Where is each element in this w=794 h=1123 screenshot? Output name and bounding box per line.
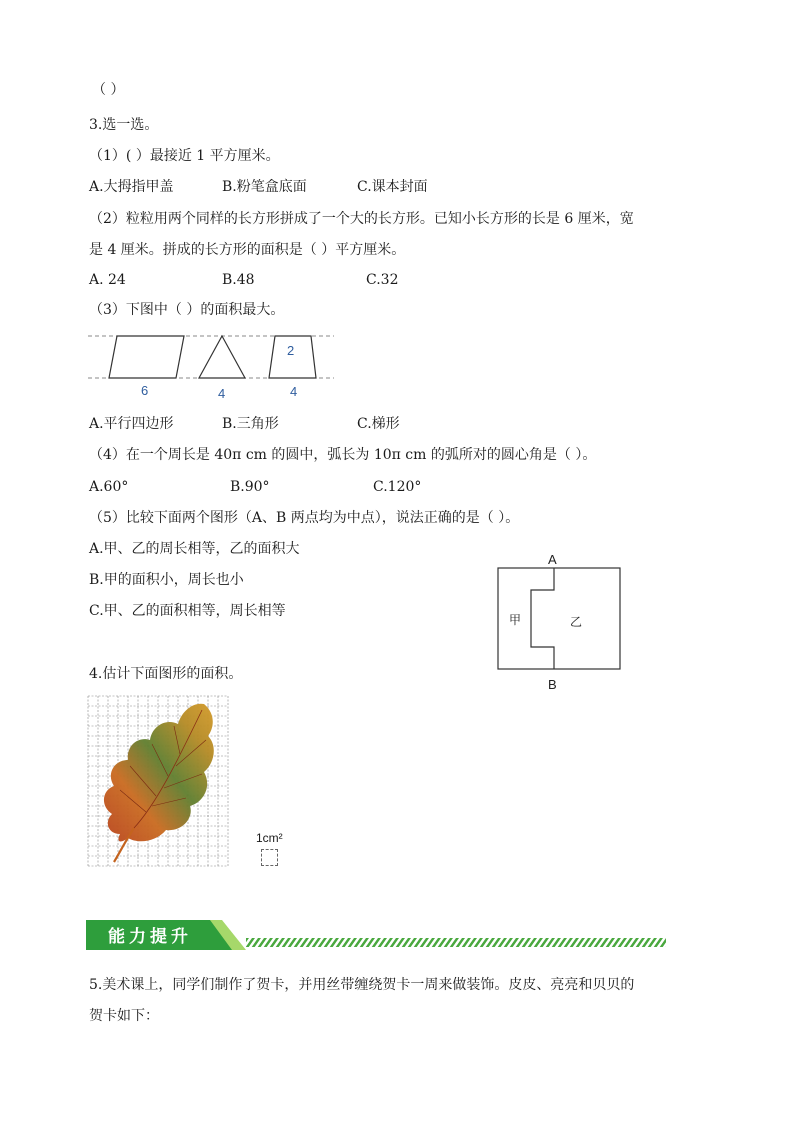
q3-3-option-c: C.梯形 — [357, 416, 400, 432]
triangle-base-label: 4 — [218, 386, 226, 400]
q5-line1: 5.美术课上，同学们制作了贺卡，并用丝带缠绕贺卡一周来做装饰。皮皮、亮亮和贝贝的 — [89, 977, 635, 993]
q3-5-option-c: C.甲、乙的面积相等，周长相等 — [89, 603, 286, 619]
q3-2-stem-line1: （2）粒粒用两个同样的长方形拼成了一个大的长方形。已知小长方形的长是 6 厘米，宽 — [89, 211, 634, 227]
q3-2-option-a: A. 24 — [89, 272, 126, 288]
unit-square — [261, 849, 278, 866]
q3-2-option-b: B.48 — [222, 272, 255, 288]
banner-stripes — [246, 938, 666, 947]
region-yi-label: 乙 — [570, 615, 583, 629]
unit-square-label: 1cm² — [256, 831, 283, 845]
q3-title: 3.选一选。 — [89, 117, 159, 133]
q3-5-option-b: B.甲的面积小，周长也小 — [89, 572, 244, 588]
q3-5-stem: （5）比较下面两个图形（A、B 两点均为中点），说法正确的是（ ）。 — [89, 510, 520, 526]
q3-3-stem: （3）下图中（ ）的面积最大。 — [89, 302, 285, 318]
q3-4-option-c: C.120° — [373, 479, 422, 495]
q3-2-option-c: C.32 — [366, 272, 399, 288]
trapezoid-base-label: 4 — [290, 384, 298, 399]
banner-title: 能力提升 — [108, 927, 192, 947]
q3-5-split-rectangle-figure — [490, 550, 630, 694]
q5-line2: 贺卡如下： — [89, 1008, 159, 1024]
q3-1-option-b: B.粉笔盒底面 — [222, 179, 307, 195]
q3-1-stem: （1）( ）最接近 1 平方厘米。 — [89, 148, 280, 164]
parallelogram-shape — [109, 336, 184, 378]
parallelogram-base-label: 6 — [141, 383, 149, 398]
q3-3-option-a: A.平行四边形 — [89, 416, 174, 432]
region-jia-label: 甲 — [509, 613, 522, 627]
q3-4-stem: （4）在一个周长是 40π cm 的圆中，弧长为 10π cm 的弧所对的圆心角是（ ）。 — [89, 447, 597, 463]
leaf-grid-figure — [86, 694, 230, 870]
triangle-shape — [199, 336, 245, 378]
point-a-label: A — [548, 552, 557, 567]
q4-title: 4.估计下面图形的面积。 — [89, 666, 243, 682]
q3-2-stem-line2: 是 4 厘米。拼成的长方形的面积是（ ）平方厘米。 — [89, 242, 406, 258]
q3-1-option-c: C.课本封面 — [357, 179, 428, 195]
point-b-label: B — [548, 677, 557, 692]
previous-answer-blank: （ ） — [92, 82, 125, 98]
trapezoid-top-label: 2 — [287, 343, 295, 358]
section-banner — [86, 918, 670, 954]
leaf-shape — [104, 704, 214, 842]
q3-4-option-b: B.90° — [230, 479, 270, 495]
q3-3-option-b: B.三角形 — [222, 416, 279, 432]
dividing-line — [531, 568, 554, 669]
q3-4-option-a: A.60° — [89, 479, 129, 495]
q3-5-option-a: A.甲、乙的周长相等，乙的面积大 — [89, 541, 300, 557]
q3-3-shapes-figure — [86, 328, 336, 400]
q3-1-option-a: A.大拇指甲盖 — [89, 179, 174, 195]
